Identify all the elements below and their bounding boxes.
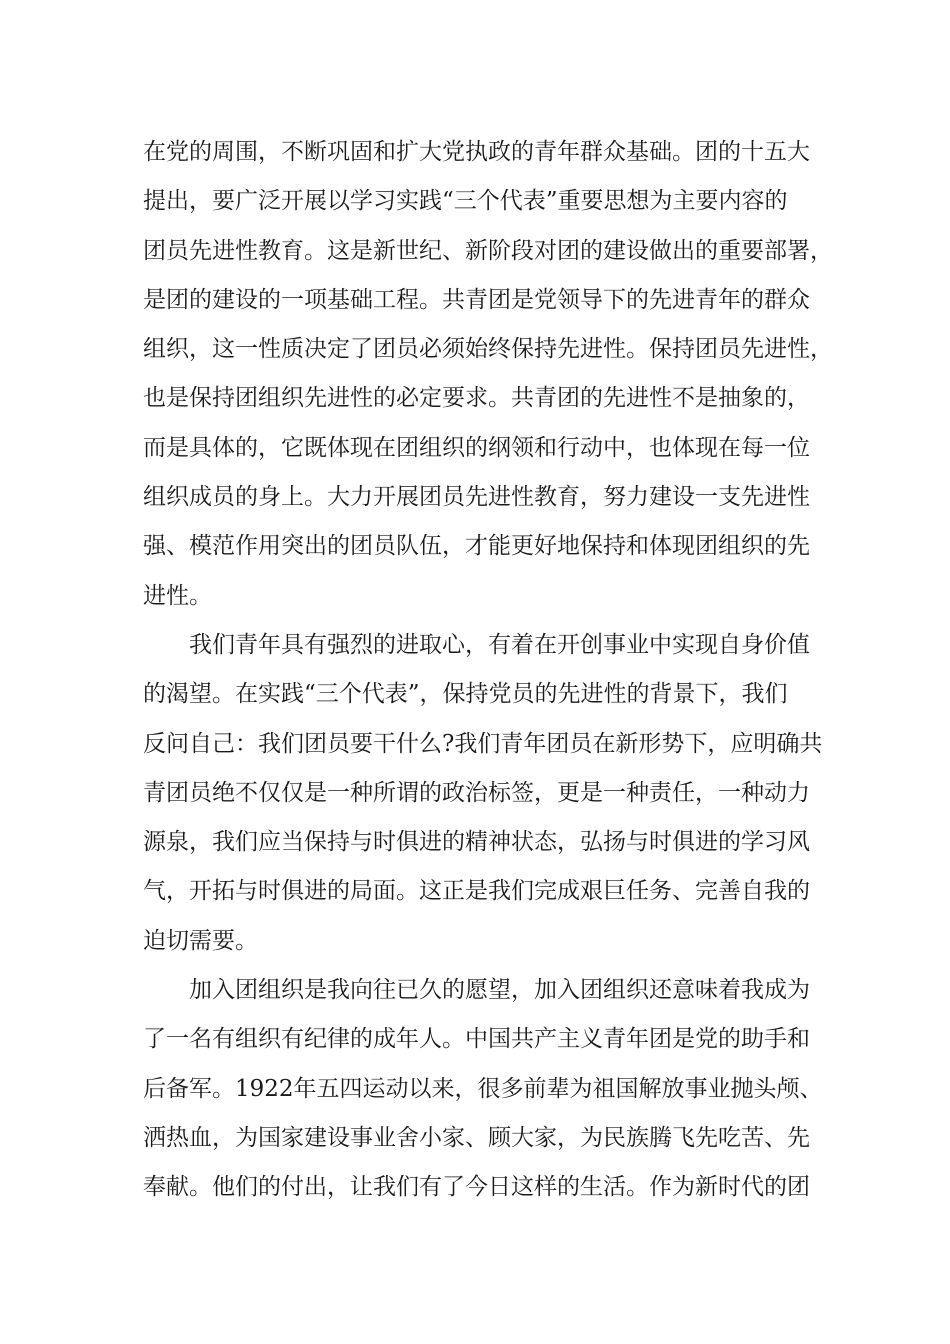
text-line: 加入团组织是我向往已久的愿望，加入团组织还意味着我成为	[189, 977, 810, 1004]
text-line: 而是具体的，它既体现在团组织的纲领和行动中，也体现在每一位	[143, 434, 810, 461]
text-line: 奉献。他们的付出，让我们有了今日这样的生活。作为新时代的团	[143, 1174, 810, 1201]
text-line: 迫切需要。	[143, 927, 258, 954]
text-line: 组织成员的身上。大力开展团员先进性教育，努力建设一支先进性	[143, 484, 810, 511]
text-line: 我们青年具有强烈的进取心，有着在开创事业中实现自身价值	[189, 631, 810, 658]
text-line: 在党的周围，不断巩固和扩大党执政的青年群众基础。团的十五大	[143, 139, 810, 165]
text-line: 反问自己：我们团员要干什么?我们青年团员在新形势下，应明确共	[143, 730, 823, 757]
text-line: 也是保持团组织先进性的必定要求。共青团的先进性不是抽象的，	[143, 385, 810, 412]
text-line: 了一名有组织有纪律的成年人。中国共产主义青年团是党的助手和	[143, 1026, 810, 1053]
text-line: 青团员绝不仅仅是一种所谓的政治标签，更是一种责任，一种动力	[143, 779, 810, 806]
text-line: 强、模范作用突出的团员队伍，才能更好地保持和体现团组织的先	[143, 533, 810, 560]
paragraph-3	[143, 966, 823, 1212]
text-line: 源泉，我们应当保持与时俱进的精神状态，弘扬与时俱进的学习风	[143, 829, 810, 856]
text-line: 进性。	[143, 582, 212, 609]
text-line: 洒热血，为国家建设事业舍小家、顾大家，为民族腾飞先吃苦、先	[143, 1124, 810, 1151]
text-line: 提出，要广泛开展以学习实践“三个代表”重要思想为主要内容的	[143, 188, 788, 215]
paragraph-2	[143, 621, 823, 966]
text-line: 气，开拓与时俱进的局面。这正是我们完成艰巨任务、完善自我的	[143, 878, 810, 905]
paragraph-1	[143, 128, 833, 621]
text-line: 的渴望。在实践“三个代表”，保持党员的先进性的背景下，我们	[143, 681, 788, 708]
text-line: 组织，这一性质决定了团员必须始终保持先进性。保持团员先进性，	[143, 336, 833, 363]
text-line: 是团的建设的一项基础工程。共青团是党领导下的先进青年的群众	[143, 286, 810, 313]
document-body	[143, 128, 833, 1213]
text-line: 团员先进性教育。这是新世纪、新阶段对团的建设做出的重要部署，	[143, 237, 833, 264]
text-line: 后备军。1922年五四运动以来，很多前辈为祖国解放事业抛头颅、	[143, 1075, 823, 1102]
